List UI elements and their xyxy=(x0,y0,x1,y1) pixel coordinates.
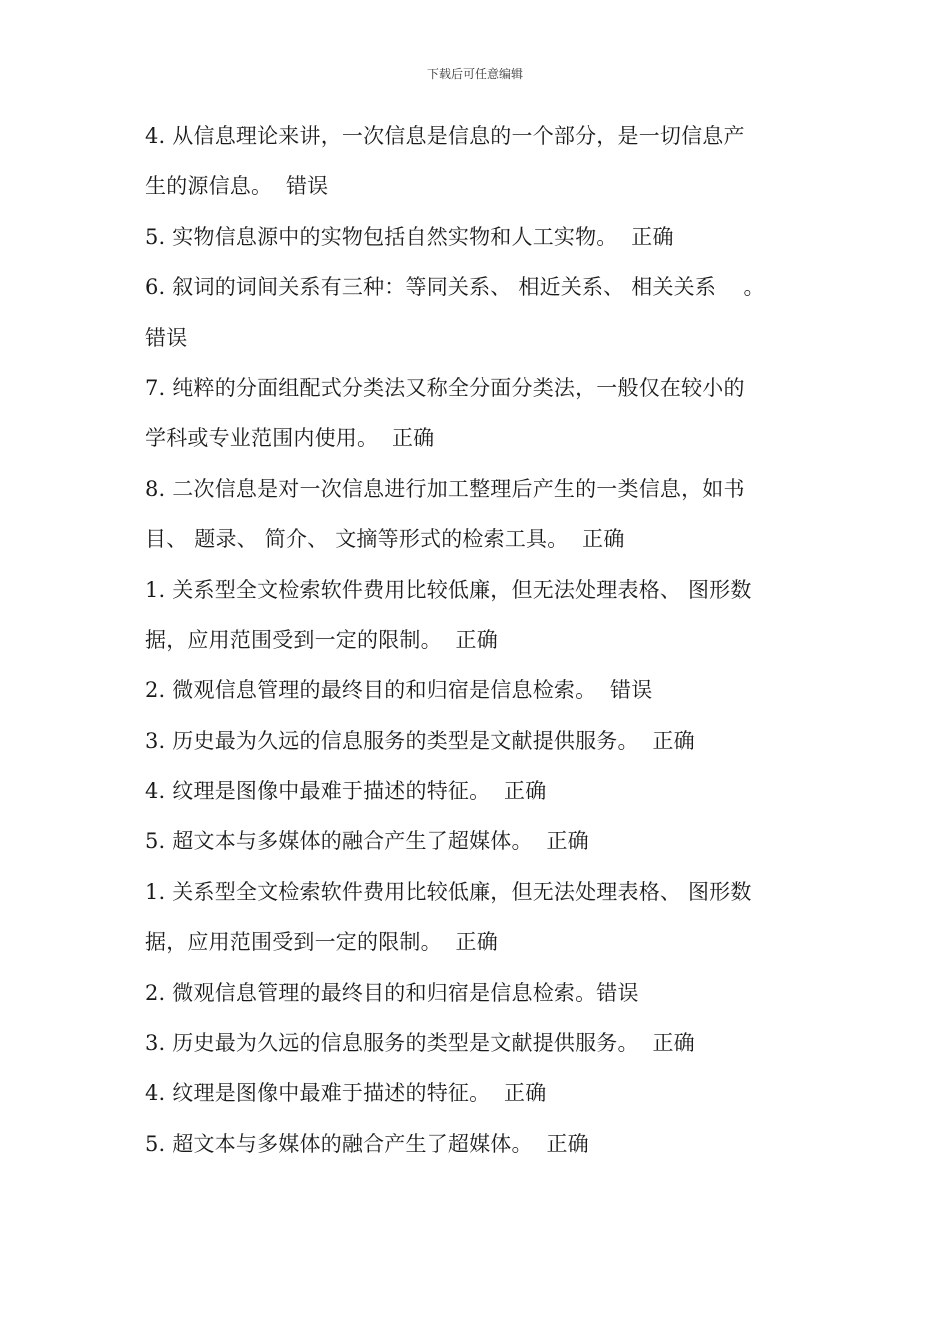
text-line: 2. 微观信息管理的最终目的和归宿是信息检索。错误 xyxy=(145,980,639,1005)
text-line: 8. 二次信息是对一次信息进行加工整理后产生的一类信息，如书 xyxy=(145,476,745,501)
text-line: 5. 实物信息源中的实物包括自然实物和人工实物。 正确 xyxy=(145,224,674,249)
text-line: 据，应用范围受到一定的限制。 正确 xyxy=(145,627,498,652)
text-line: 3. 历史最为久远的信息服务的类型是文献提供服务。 正确 xyxy=(145,728,695,753)
text-line: 1. 关系型全文检索软件费用比较低廉，但无法处理表格、 图形数 xyxy=(145,879,752,904)
text-line: 1. 关系型全文检索软件费用比较低廉，但无法处理表格、 图形数 xyxy=(145,577,752,602)
text-line: 5. 超文本与多媒体的融合产生了超媒体。 正确 xyxy=(145,1131,589,1156)
text-line: 4. 从信息理论来讲，一次信息是信息的一个部分，是一切信息产 xyxy=(145,124,745,148)
text-line: 生的源信息。 错误 xyxy=(145,174,329,199)
text-line: 5. 超文本与多媒体的融合产生了超媒体。 正确 xyxy=(145,829,589,854)
text-line: 6. 叙词的词间关系有三种：等同关系、 相近关系、 相关关系 。 xyxy=(145,275,765,300)
text-line: 3. 历史最为久远的信息服务的类型是文献提供服务。 正确 xyxy=(145,1031,695,1056)
document-body xyxy=(145,111,815,1169)
text-line: 据，应用范围受到一定的限制。 正确 xyxy=(145,930,498,955)
page-header: 下载后可任意编辑 xyxy=(426,67,523,81)
text-line: 4. 纹理是图像中最难于描述的特征。 正确 xyxy=(145,1081,547,1106)
text-line: 2. 微观信息管理的最终目的和归宿是信息检索。 错误 xyxy=(145,678,653,703)
text-line: 学科或专业范围内使用。 正确 xyxy=(145,426,435,451)
text-line: 4. 纹理是图像中最难于描述的特征。 正确 xyxy=(145,779,547,804)
text-line: 目、 题录、 简介、 文摘等形式的检索工具。 正确 xyxy=(145,527,625,552)
text-line: 7. 纯粹的分面组配式分类法又称全分面分类法，一般仅在较小的 xyxy=(145,375,745,400)
text-line: 错误 xyxy=(145,325,188,350)
